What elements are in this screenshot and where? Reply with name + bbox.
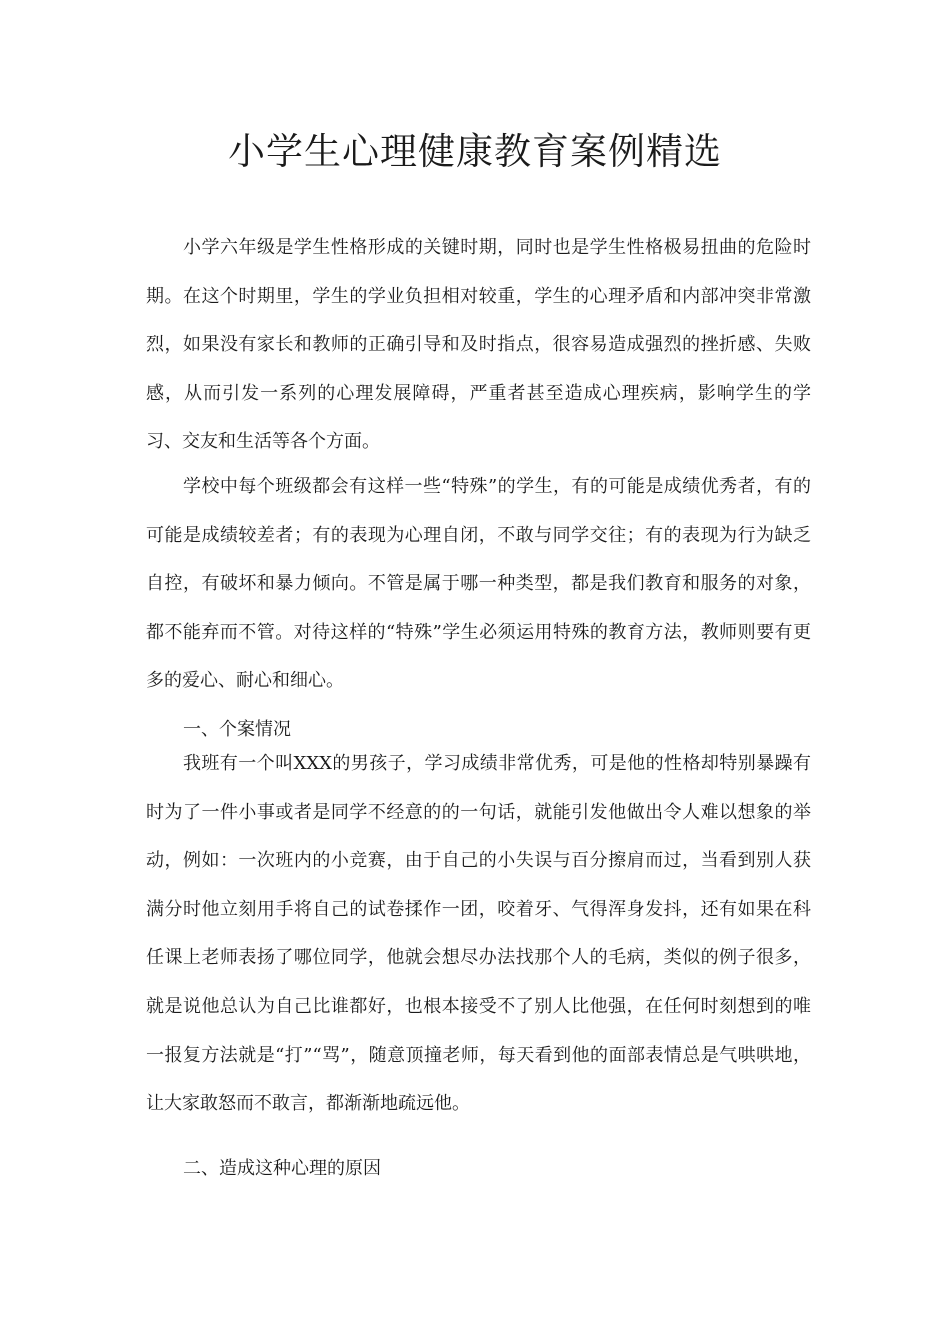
section-heading-causes: 二、造成这种心理的原因 (183, 1158, 381, 1179)
intro-paragraph-2: 学校中每个班级都会有这样一些“特殊”的学生，有的可能是成绩优秀者，有的可能是成绩较差者；有的表现为心理自闭，不敢与同学交往；有的表现为行为缺乏自控，有破坏和暴力倾向。不管是属于哪一种类型，都是我们教育和服务的对象，都不能弃而不管。对待这样的“特殊”学生必须运用特殊的教育方法，教师则要有更多的爱心、耐心和细心。 (146, 476, 811, 692)
document-title: 小学生心理健康教育案例精选 (228, 130, 722, 173)
intro-paragraph-1: 小学六年级是学生性格形成的关键时期，同时也是学生性格极易扭曲的危险时期。在这个时期里，学生的学业负担相对较重，学生的心理矛盾和内部冲突非常激烈，如果没有家长和教师的正确引导和及时指点，很容易造成强烈的挫折感、失败感，从而引发一系列的心理发展障碍，严重者甚至造成心理疾病，影响学生的学习、交友和生活等各个方面。 (146, 237, 811, 453)
case-paragraph: 我班有一个叫XXX的男孩子，学习成绩非常优秀，可是他的性格却特别暴躁有时为了一件小事或者是同学不经意的的一句话，就能引发他做出令人难以想象的举动，例如：一次班内的小竞赛，由于自己的小失误与百分擦肩而过，当看到别人获满分时他立刻用手将自己的试卷揉作一团，咬着牙、气得浑身发抖，还有如果在科任课上老师表扬了哪位同学，他就会想尽办法找那个人的毛病，类似的例子很多，就是说他总认为自己比谁都好，也根本接受不了别人比他强，在任何时刻想到的唯一报复方法就是“打”“骂”，随意顶撞老师，每天看到他的面部表情总是气哄哄地，让大家敢怒而不敢言，都渐渐地疏远他。 (146, 753, 811, 1115)
section-heading-case: 一、个案情况 (183, 719, 291, 740)
